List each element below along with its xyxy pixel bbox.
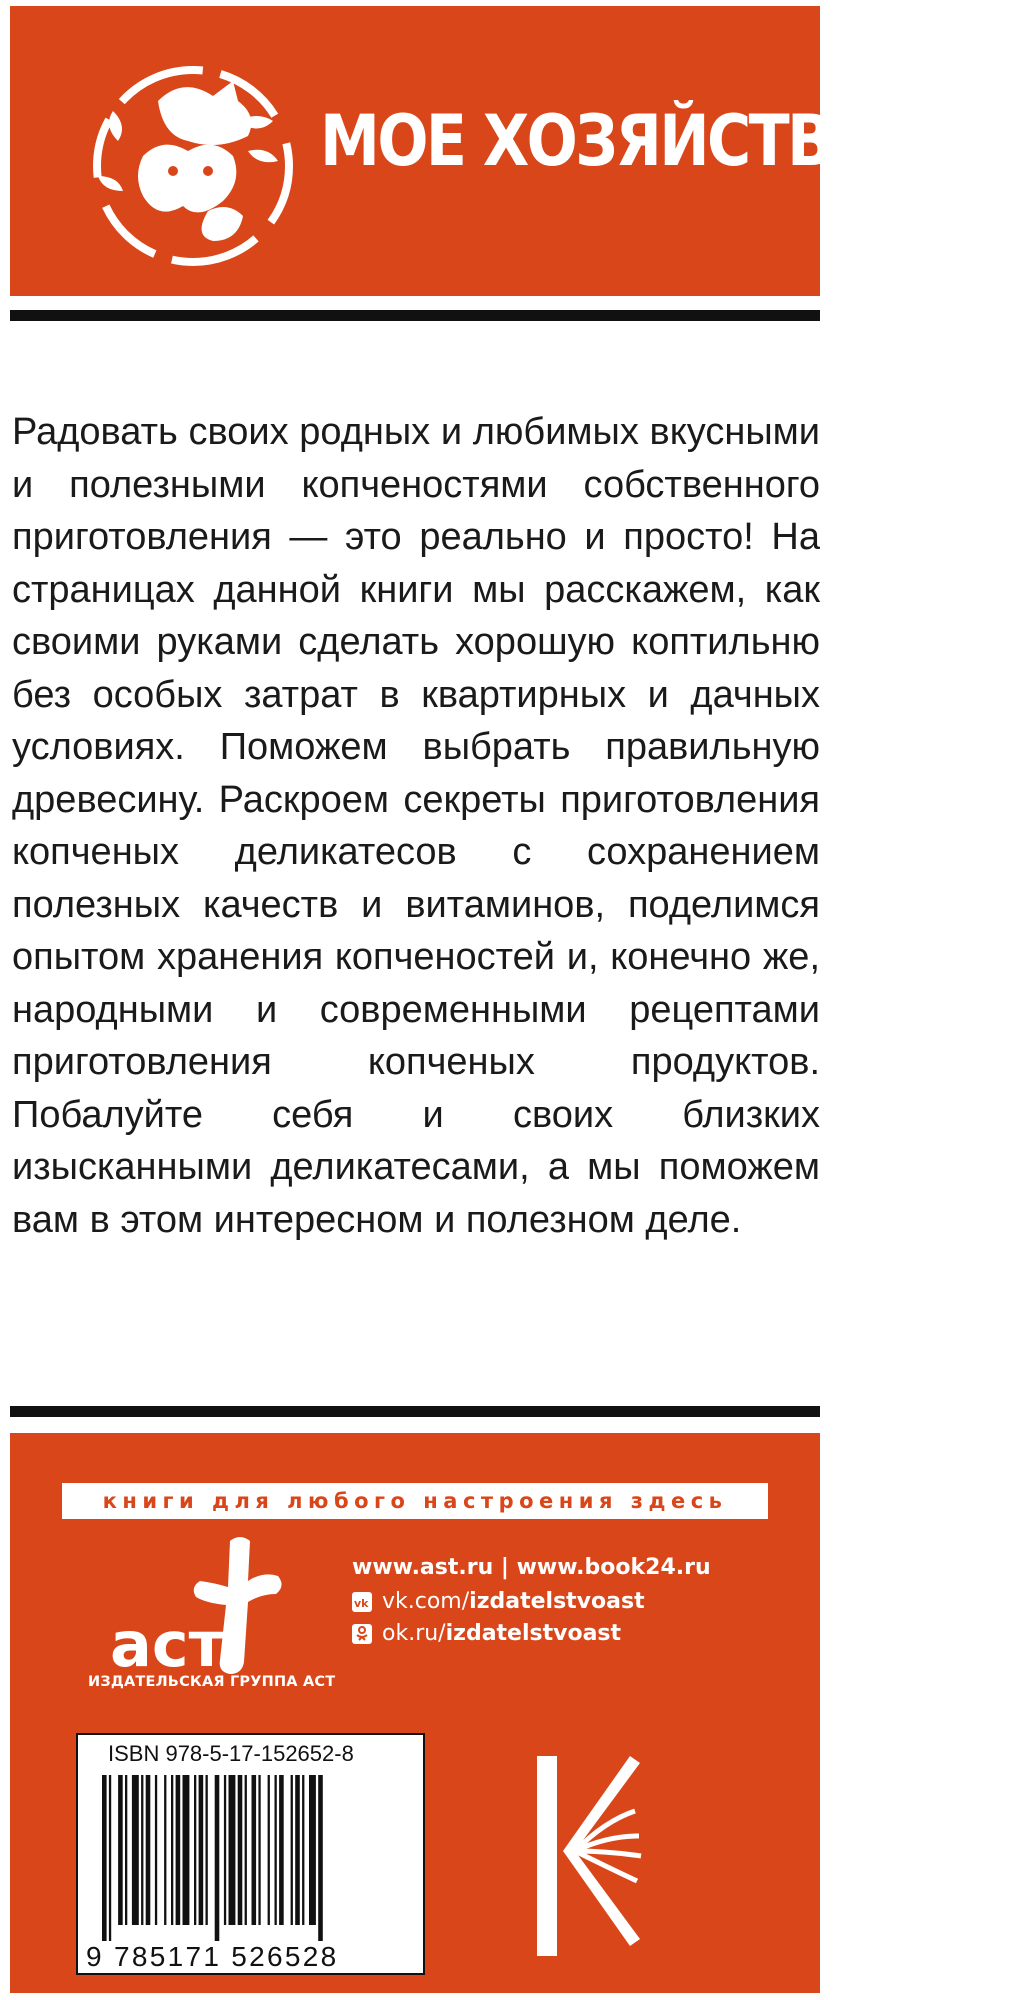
barcode-bars: [102, 1775, 402, 1941]
ok-link[interactable]: [352, 1621, 621, 1646]
vk-link-handle: izdatelstvoast: [469, 1589, 645, 1614]
book-description: Радовать своих родных и любимых вкусными и полезными копченостями собственного приготовления — это реально и просто! На страницах данной книги мы расскажем, как своими руками сделать хорошую коптильню без особых затрат в квартирных и дачных условиях. Поможем выбрать правильную древесину. Раскроем секреты приготовления копченых деликатесов с сохранением полезных качеств и витаминов, поделимся опытом хранения копченостей и, конечно же, народными и современными рецептами приготовления копченых продуктов. Побалуйте себя и своих близких изысканными деликатесами, а мы поможем вам в этом интересном и полезном деле.: [12, 411, 820, 1241]
publisher-panel: [10, 1433, 820, 1993]
ast-logo-icon: [110, 1531, 300, 1691]
slogan: книги для любого настроения здесь: [62, 1483, 768, 1519]
isbn-barcode: [76, 1733, 425, 1975]
vk-icon: [352, 1592, 372, 1612]
isbn-label: ISBN 978-5-17-152652-8: [108, 1741, 354, 1766]
series-banner: [10, 6, 880, 296]
series-title: МОЕ ХОЗЯЙСТВО: [320, 100, 880, 182]
barcode-digits: 9 785171 526528: [86, 1941, 339, 1972]
odnoklassniki-icon: [352, 1624, 372, 1644]
ok-link-handle: izdatelstvoast: [445, 1621, 622, 1646]
publisher-name: ИЗДАТЕЛЬСКАЯ ГРУППА АСТ: [88, 1674, 336, 1690]
farm-animals-wreath-icon: [88, 61, 298, 271]
top-divider: [10, 310, 820, 321]
ok-link-prefix: ok.ru/: [382, 1621, 446, 1646]
svg-text:vk: vk: [354, 1596, 369, 1610]
k-book-logo-icon: [535, 1751, 645, 1961]
web-links[interactable]: www.ast.ru | www.book24.ru: [352, 1555, 711, 1580]
vk-link-prefix: vk.com/: [382, 1589, 470, 1614]
svg-text:аст: аст: [110, 1608, 225, 1681]
bottom-divider: [10, 1406, 820, 1417]
vk-link[interactable]: [352, 1589, 645, 1614]
